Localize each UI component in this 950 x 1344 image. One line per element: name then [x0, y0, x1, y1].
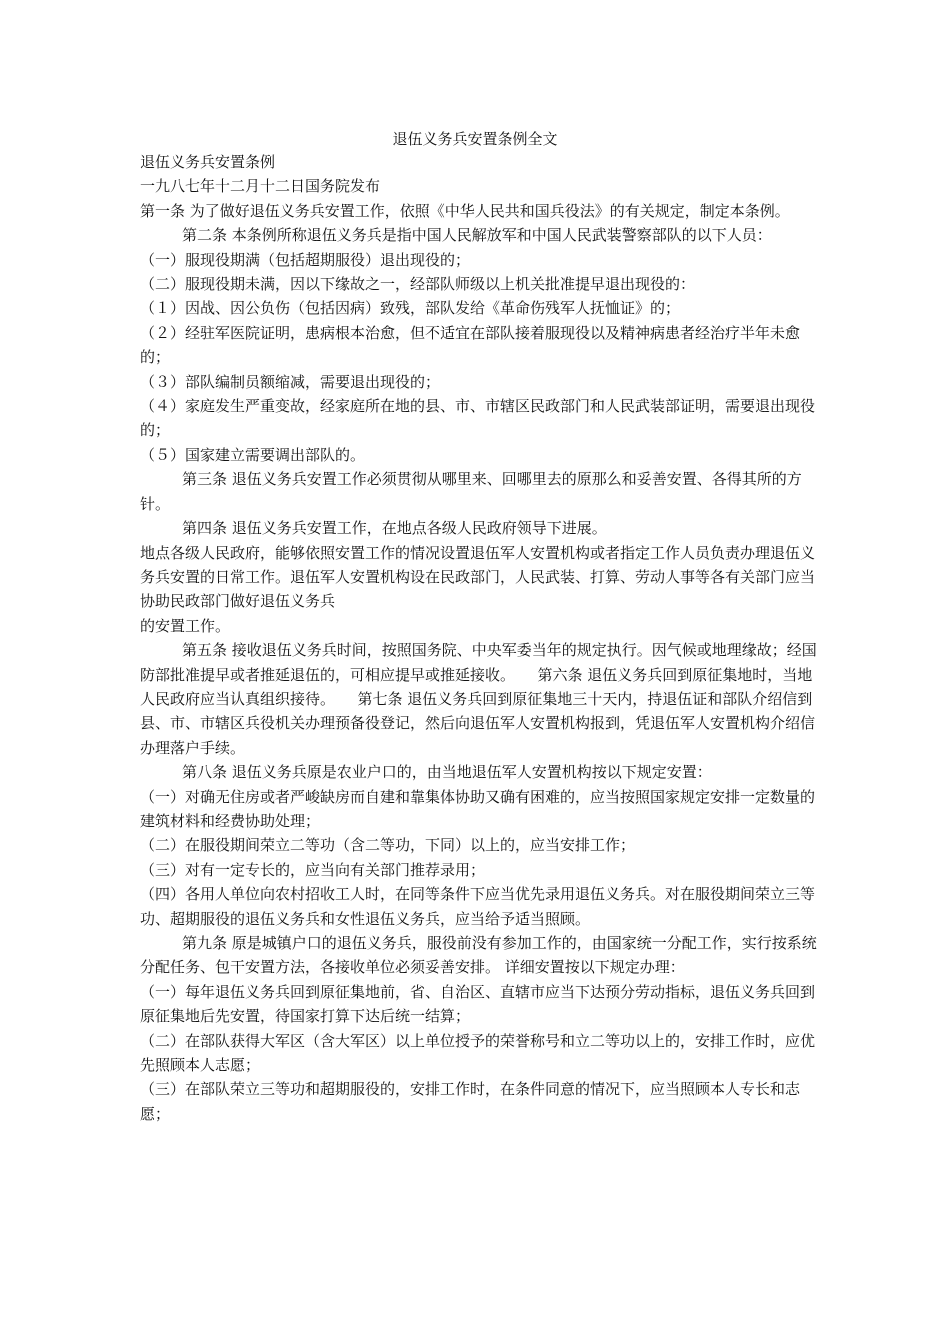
document-body	[140, 150, 820, 1126]
paragraph: （４）家庭发生严重变故，经家庭所在地的县、市、市辖区民政部门和人民武装部证明，需要退出现役的；	[140, 397, 816, 440]
paragraph: （二）在部队获得大军区（含大军区）以上单位授予的荣誉称号和立二等功以上的，安排工作时，应优先照顾本人志愿；	[140, 1031, 816, 1075]
paragraph: 第五条 接收退伍义务兵时间，按照国务院、中央军委当年的规定执行。因气候或地理缘故；经国防部批准提早或者推延退伍的，可相应提早或推延接收。 第六条 退伍义务兵回到原征集地时，当地人民政府应当认真组织接待。 第七条 退伍义务兵回到原征集地三十天内，持退伍证和部队介绍信到县、市、市辖区兵役机关办理预备役登记，然后向退伍军人安置机构报到，凭退伍军人安置机构介绍信办理落户手续。	[140, 641, 817, 757]
paragraph: （５）国家建立需要调出部队的。	[140, 445, 366, 464]
paragraph: （一）每年退伍义务兵回到原征集地前，省、自治区、直辖市应当下达预分劳动指标，退伍义务兵回到原征集地后先安置，待国家打算下达后统一结算；	[140, 982, 816, 1026]
paragraph: 第四条 退伍义务兵安置工作，在地点各级人民政府领导下进展。	[182, 519, 607, 538]
paragraph: 第一条 为了做好退伍义务兵安置工作，依照《中华人民共和国兵役法》的有关规定，制定本条例。	[140, 201, 790, 220]
paragraph: （一）服现役期满（包括超期服役）退出现役的；	[140, 250, 471, 269]
paragraph: （３）部队编制员额缩减，需要退出现役的；	[140, 372, 441, 391]
paragraph: （三）在部队荣立三等功和超期服役的，安排工作时，在条件同意的情况下，应当照顾本人专长和志愿；	[140, 1080, 801, 1123]
paragraph: （２）经驻军医院证明，患病根本治愈，但不适宜在部队接着服现役以及精神病患者经治疗半年未愈的；	[140, 323, 801, 367]
paragraph: 地点各级人民政府，能够依照安置工作的情况设置退伍军人安置机构或者指定工作人员负责办理退伍义务兵安置的日常工作。退伍军人安置机构设在民政部门，人民武装、打算、劳动人事等各有关部门应当协助民政部门做好退伍义务兵	[140, 543, 816, 611]
paragraph: （一）对确无住房或者严峻缺房而自建和靠集体协助又确有困难的，应当按照国家规定安排一定数量的建筑材料和经费协助处理；	[140, 787, 816, 830]
paragraph: 第二条 本条例所称退伍义务兵是指中国人民解放军和中国人民武装警察部队的以下人员：	[182, 226, 772, 245]
paragraph: （四）各用人单位向农村招收工人时，在同等条件下应当优先录用退伍义务兵。对在服役期间荣立三等功、超期服役的退伍义务兵和女性退伍义务兵，应当给予适当照顾。	[140, 885, 816, 928]
paragraph: 第三条 退伍义务兵安置工作必须贯彻从哪里来、回哪里去的原那么和妥善安置、各得其所的方针。	[140, 470, 802, 513]
document-title: 退伍义务兵安置条例全文	[392, 130, 558, 148]
paragraph: 的安置工作。	[140, 616, 231, 635]
paragraph: 一九八七年十二月十二日国务院发布	[140, 177, 381, 196]
paragraph: 退伍义务兵安置条例	[140, 153, 276, 171]
paragraph: （三）对有一定专长的，应当向有关部门推荐录用；	[140, 860, 486, 879]
paragraph: 第九条 原是城镇户口的退伍义务兵，服役前没有参加工作的，由国家统一分配工作，实行按系统分配任务、包干安置方法，各接收单位必须妥善安排。 详细安置按以下规定办理：	[140, 934, 817, 977]
paragraph: （二）服现役期未满，因以下缘故之一，经部队师级以上机关批准提早退出现役的：	[140, 275, 696, 294]
paragraph: （二）在服役期间荣立二等功（含二等功，下同）以上的，应当安排工作；	[140, 836, 636, 855]
paragraph: 第八条 退伍义务兵原是农业户口的，由当地退伍军人安置机构按以下规定安置：	[182, 763, 712, 782]
paragraph: （１）因战、因公负伤（包括因病）致残，部队发给《革命伤残军人抚恤证》的；	[140, 299, 681, 318]
